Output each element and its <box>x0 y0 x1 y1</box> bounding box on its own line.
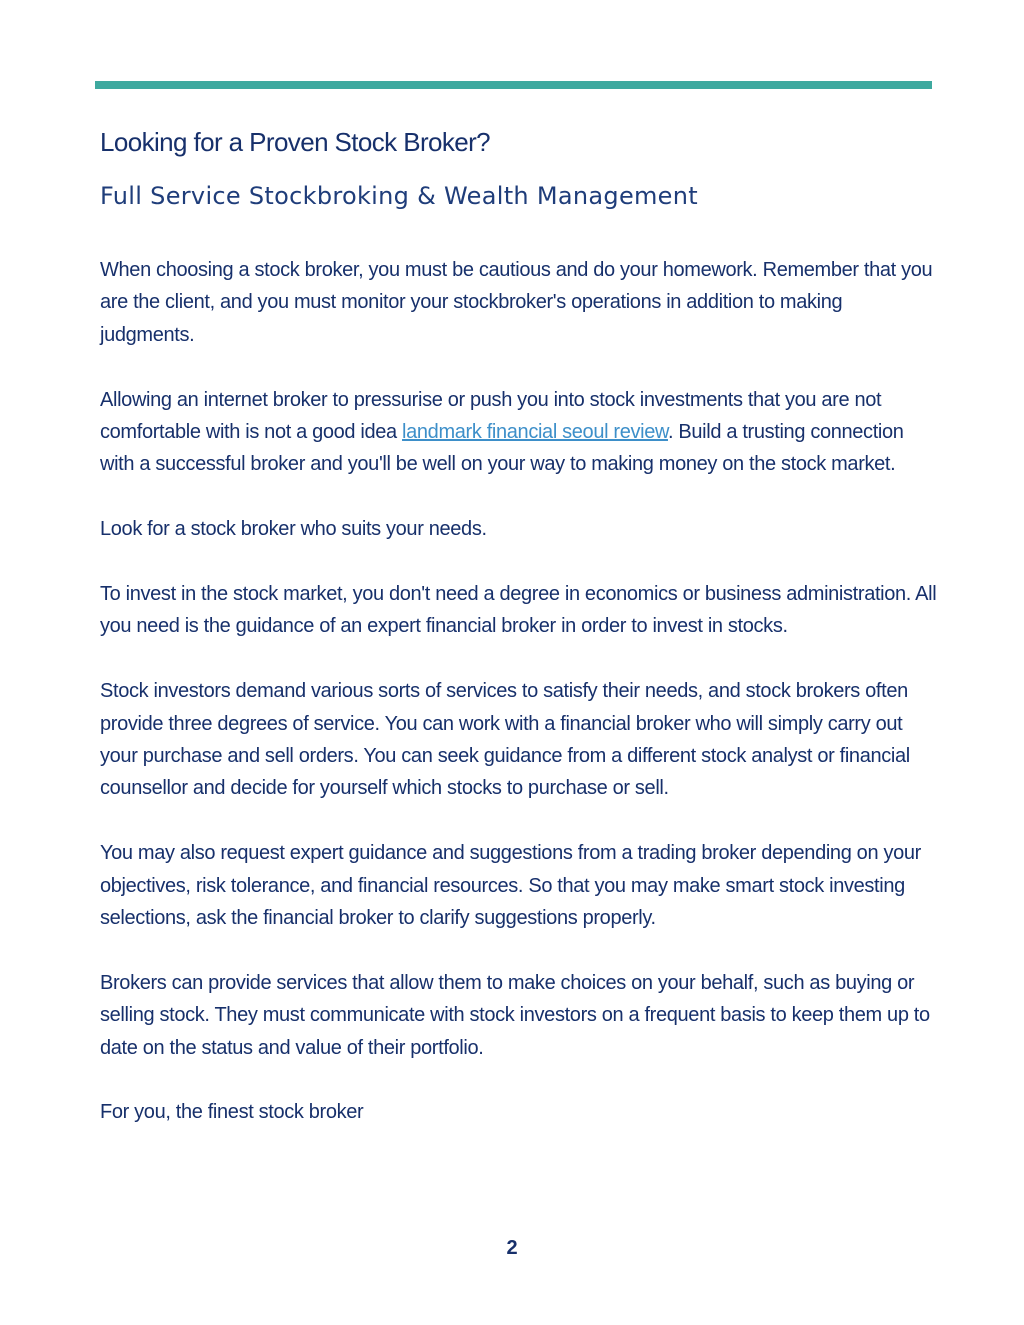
paragraph-4: To invest in the stock market, you don't need a degree in economics or business administration. All you need is the guidance of an expert financial broker in order to invest in stocks. <box>100 583 937 638</box>
page-subtitle: Full Service Stockbroking & Wealth Management <box>100 182 698 210</box>
paragraph-8: For you, the finest stock broker <box>100 1101 364 1124</box>
page-number: 2 <box>506 1237 518 1259</box>
paragraph-6: You may also request expert guidance and suggestions from a trading broker depending on your objectives, risk tolerance, and financial resources. So that you may make smart stock investing selections, ask the financial broker to clarify suggestions properly. <box>100 842 921 930</box>
body-text <box>100 254 940 1129</box>
paragraph-5: Stock investors demand various sorts of services to satisfy their needs, and stock brokers often provide three degrees of service. You can work with a financial broker who will simply carry out your purchase and sell orders. You can seek guidance from a different stock analyst or financial counsellor and decide for yourself which stocks to purchase or sell. <box>100 680 910 800</box>
review-link[interactable]: landmark financial seoul review <box>402 421 668 444</box>
page-title: Looking for a Proven Stock Broker? <box>100 127 491 157</box>
paragraph-2-tail: . Build a trusting connection with a successful broker and you'll be well on your way to making money on the stock market. <box>100 421 904 476</box>
top-divider-rule <box>95 81 932 89</box>
paragraph-2-lead: Allowing an internet broker to pressurise or push you into stock investments that you are not comfortable with is not a good idea <box>100 388 882 444</box>
paragraph-2 <box>100 384 940 481</box>
paragraph-3: Look for a stock broker who suits your needs. <box>100 518 487 541</box>
paragraph-7: Brokers can provide services that allow them to make choices on your behalf, such as buying or selling stock. They must communicate with stock investors on a frequent basis to keep them up to date on the status and value of their portfolio. <box>100 971 930 1059</box>
paragraph-1: When choosing a stock broker, you must be cautious and do your homework. Remember that you are the client, and you must monitor your stockbroker's operations in addition to making judgments. <box>100 259 933 346</box>
page-content <box>100 120 940 1161</box>
